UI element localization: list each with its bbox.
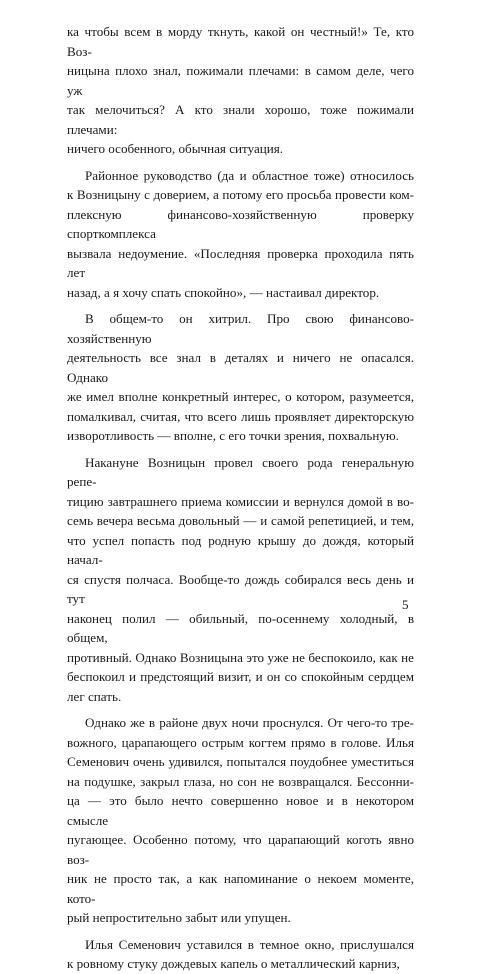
text-line: наконец полил — обильный, по-осеннему холодный, в общем, <box>67 610 414 645</box>
text-line: ник не просто так, а как напоминание о некоем моменте, кото- <box>67 871 414 906</box>
text-line: ничего особенного, обычная ситуация. <box>67 141 284 156</box>
paragraph <box>67 453 414 707</box>
text-line: Илья Семенович уставился в темное окно, прислушался <box>85 936 414 952</box>
paragraph <box>67 309 414 446</box>
text-line: ца — это было нечто совершенно новое и в некотором смысле <box>67 793 414 828</box>
text-line: Накануне Возницын провел своего рода генеральную репе- <box>67 454 414 489</box>
text-line: что успел попасть под родную крышу до дождя, который начал- <box>67 532 414 567</box>
text-line: семь вечера весьма довольный — и самой репетицией, и тем, <box>67 513 414 528</box>
text-line: тицию завтрашнего приема комиссии и вернулся домой в во- <box>67 493 414 509</box>
text-line: вожного, царапающего острым когтем прямо в голове. Илья <box>67 734 414 750</box>
text-line: Районное руководство (да и областное тоже) относилось <box>85 167 414 183</box>
text-line: так мелочиться? А кто знали хорошо, тоже пожимали плечами: <box>67 102 414 137</box>
text-line: беспокоил и предстоящий визит, и он со спокойным сердцем <box>67 669 414 684</box>
text-line: плексную финансово-хозяйственную проверку спорткомплекса <box>67 206 414 241</box>
text-line: рый непростительно забыт или упущен. <box>67 910 291 925</box>
text-line: ся спустя полчаса. Вообще-то дождь собирался весь день и тут <box>67 571 414 606</box>
paragraph <box>67 935 414 974</box>
text-line: Однако же в районе двух ночи проснулся. От чего-то тре- <box>85 715 414 730</box>
paragraph <box>67 166 414 303</box>
page-number: 5 <box>402 597 409 612</box>
text-line: назад, а я хочу спать спокойно», — настаивал директор. <box>67 284 380 300</box>
text-line: пугающее. Особенно потому, что царапающий коготь явно воз- <box>67 832 414 867</box>
text-line: изворотливость — вполне, с его точки зрения, похвальную. <box>67 428 399 443</box>
text-line: лег спать. <box>67 688 122 704</box>
text-line: вызвала недоумение. «Последняя проверка проходила пять лет <box>67 245 414 280</box>
text-line: к ровному стуку дождевых капель о металлический карниз, <box>67 956 400 971</box>
text-line: помалкивал, считая, что всего лишь проявляет директорскую <box>67 408 414 424</box>
text-line: ка чтобы всем в морду ткнуть, какой он честный!» Те, кто Воз- <box>67 24 414 59</box>
paragraph <box>67 22 414 159</box>
text-line: деятельность все знал в деталях и ничего не опасался. Однако <box>67 350 414 385</box>
text-line: противный. Однако Возницына это уже не беспокоило, как не <box>67 649 414 665</box>
paragraph <box>67 713 414 928</box>
body-text <box>67 22 414 974</box>
text-line: же имел вполне конкретный интерес, о котором, разумеется, <box>67 389 414 404</box>
text-line: В общем-то он хитрил. Про свою финансово-хозяйственную <box>67 311 414 346</box>
text-line: Семенович очень удивился, попытался поудобнее уместиться <box>67 754 414 769</box>
text-line: к Возницыну с доверием, а потому его просьба провести ком- <box>67 187 414 202</box>
text-line: на подушке, закрыл глаза, но сон не возвращался. Бессонни- <box>67 773 414 789</box>
text-line: ницына плохо знал, пожимали плечами: в самом деле, чего уж <box>67 63 414 98</box>
